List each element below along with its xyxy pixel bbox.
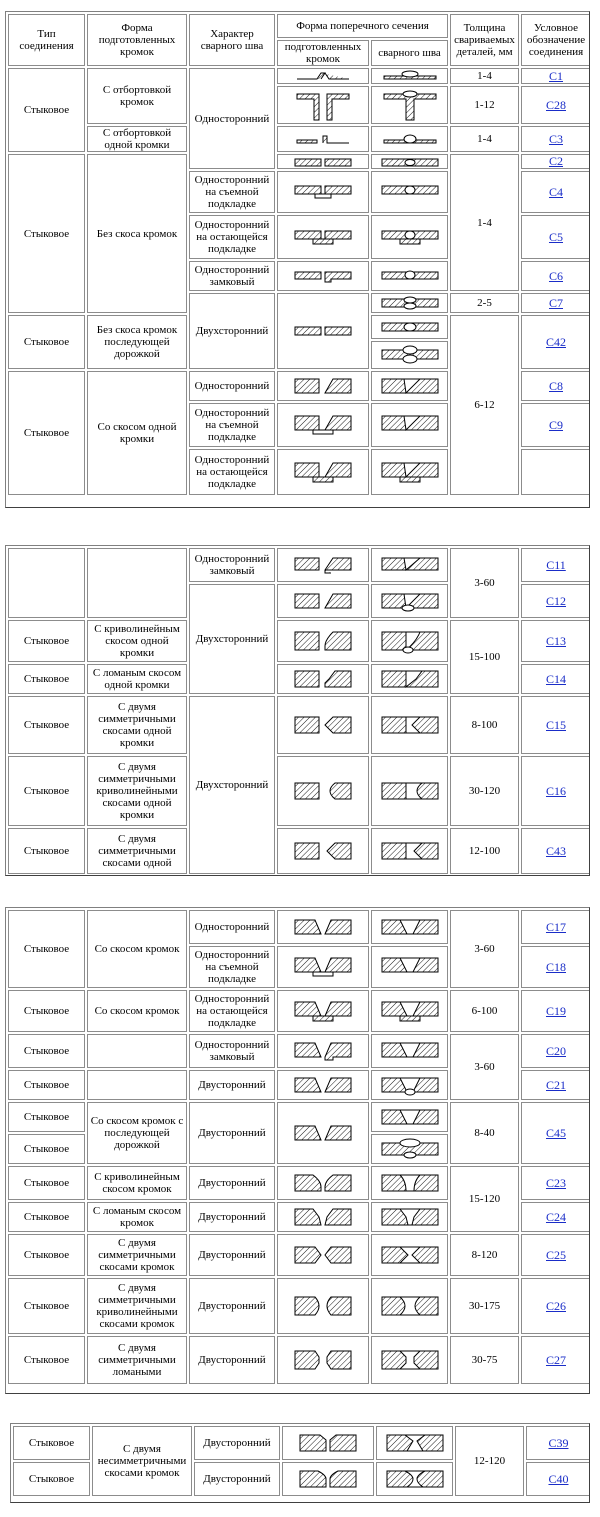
joint-type-cell: Стыковое (8, 1102, 85, 1132)
link-c18[interactable]: С18 (545, 959, 566, 974)
seam-sketch-c28 (371, 86, 448, 124)
link-c25[interactable]: С25 (545, 1247, 566, 1262)
designation-link-c27[interactable] (521, 1336, 590, 1384)
edge-sketch-c27 (277, 1336, 369, 1384)
seam-sketch-c5 (371, 215, 448, 259)
seam-sketch-c9 (371, 403, 448, 447)
header-type: Тип соединения (8, 14, 85, 66)
seam-nature-cell: Двусторонний (189, 1166, 275, 1200)
seam-nature-cell: Односторонний на съемной подкладке (189, 171, 275, 213)
seam-nature-cell: Односторонний (189, 68, 275, 169)
edge-sketch-c21 (277, 1070, 369, 1100)
edge-sketch-c39 (282, 1426, 374, 1460)
edge-sketch-c17 (277, 910, 369, 944)
weld-joint-table-3 (6, 908, 590, 1386)
seam-sketch-c3 (371, 126, 448, 152)
seam-nature-cell: Односторонний замковый (189, 261, 275, 291)
designation-link-c28[interactable] (521, 86, 590, 124)
seam-sketch-c26 (371, 1278, 448, 1334)
thickness-cell: 3-60 (450, 548, 519, 618)
header-weld-seam: сварного шва (371, 40, 448, 66)
edge-form-cell: Со скосом кромок с последующей дорожкой (87, 1102, 187, 1164)
edge-sketch-c26 (277, 1278, 369, 1334)
seam-sketch-c42b (371, 341, 448, 369)
designation-link-c24[interactable] (521, 1202, 590, 1232)
joint-type-cell: Стыковое (13, 1462, 90, 1496)
link-c17[interactable]: С17 (545, 919, 566, 934)
table-fragment-4 (10, 1423, 590, 1503)
edge-sketch-c15 (277, 696, 369, 754)
seam-nature-cell: Двусторонний (194, 1462, 280, 1496)
edge-form-cell: С отбортовкой кромок (87, 68, 187, 124)
seam-nature-cell: Двусторонний (189, 1336, 275, 1384)
seam-nature-cell: Односторонний (189, 371, 275, 401)
edge-sketch-c4 (277, 171, 369, 213)
designation-link-c17[interactable] (521, 910, 590, 944)
seam-sketch-c42a (371, 315, 448, 339)
seam-sketch-c11 (371, 548, 448, 582)
seam-sketch-c7 (371, 293, 448, 313)
designation-link-c19[interactable] (521, 990, 590, 1032)
header-edge-form: Форма подготовленных кромок (87, 14, 187, 66)
thickness-cell: 30-75 (450, 1336, 519, 1384)
edge-sketch-c10 (277, 449, 369, 495)
thickness-cell: 30-175 (450, 1278, 519, 1334)
link-c19[interactable]: С19 (545, 1003, 566, 1018)
thickness-cell: 6-100 (450, 990, 519, 1032)
link-c7[interactable]: С7 (548, 295, 563, 310)
joint-type-cell: Стыковое (8, 1166, 85, 1200)
seam-nature-cell: Двухсторонний (189, 584, 275, 694)
designation-link-c18[interactable] (521, 946, 590, 988)
link-c28[interactable]: С28 (545, 97, 566, 112)
edge-form-cell: С криволинейным скосом кромок (87, 1166, 187, 1200)
designation-link-c21[interactable] (521, 1070, 590, 1100)
thickness-cell: 15-120 (450, 1166, 519, 1232)
designation-link-c15[interactable] (521, 696, 590, 754)
edge-sketch-c9 (277, 403, 369, 447)
designation-link-c8[interactable] (521, 371, 590, 401)
seam-sketch-c40 (376, 1462, 453, 1496)
edge-form-cell: Со скосом одной кромки (87, 371, 187, 495)
designation-link-c7[interactable] (521, 293, 590, 313)
header-cross-section: Форма поперечного сечения (277, 14, 448, 38)
designation-link-c26[interactable] (521, 1278, 590, 1334)
joint-type-cell-empty (8, 548, 85, 618)
edge-form-cell-empty (87, 1034, 187, 1068)
seam-sketch-c27 (371, 1336, 448, 1384)
seam-nature-cell: Двусторонний (189, 1102, 275, 1164)
seam-nature-cell: Двусторонний (189, 1070, 275, 1100)
edge-sketch-c12 (277, 584, 369, 618)
joint-type-cell: Стыковое (8, 756, 85, 826)
link-c16[interactable]: С16 (545, 783, 566, 798)
edge-sketch-c11 (277, 548, 369, 582)
edge-sketch-c7-c42 (277, 293, 369, 369)
seam-nature-cell: Односторонний замковый (189, 1034, 275, 1068)
header-thickness: Толщина свариваемых деталей, мм (450, 14, 519, 66)
seam-sketch-c45a (371, 1102, 448, 1132)
joint-type-cell: Стыковое (8, 828, 85, 874)
thickness-cell: 6-12 (450, 315, 519, 495)
link-c39[interactable]: С39 (548, 1435, 569, 1450)
link-c5[interactable]: С5 (548, 229, 563, 244)
seam-nature-cell: Двусторонний (189, 1234, 275, 1276)
edge-form-cell: С двумя симметричными ломаными (87, 1336, 187, 1384)
seam-sketch-c18 (371, 946, 448, 988)
link-c40[interactable]: С40 (548, 1471, 569, 1486)
joint-type-cell: Стыковое (8, 664, 85, 694)
seam-sketch-c13 (371, 620, 448, 662)
link-c27[interactable]: С27 (545, 1352, 566, 1367)
header-seam-nature: Характер сварного шва (189, 14, 275, 66)
thickness-cell: 1-4 (450, 126, 519, 152)
edge-sketch-c20 (277, 1034, 369, 1068)
seam-sketch-c14 (371, 664, 448, 694)
link-c43[interactable]: С43 (545, 843, 566, 858)
edge-form-cell: С ломаным скосом кромок (87, 1202, 187, 1232)
joint-type-cell: Стыковое (8, 1134, 85, 1164)
edge-sketch-c43 (277, 828, 369, 874)
link-c15[interactable]: С15 (545, 717, 566, 732)
link-c8[interactable]: С8 (548, 378, 563, 393)
seam-sketch-c17 (371, 910, 448, 944)
edge-sketch-c13 (277, 620, 369, 662)
designation-link-c2[interactable] (521, 154, 590, 169)
seam-sketch-c6 (371, 261, 448, 291)
link-c6[interactable]: С6 (548, 268, 563, 283)
thickness-cell: 2-5 (450, 293, 519, 313)
table-fragment-1 (5, 11, 590, 508)
header-prepared-edges: подготовленных кромок (277, 40, 369, 66)
edge-sketch-c8 (277, 371, 369, 401)
link-c2[interactable]: С2 (548, 154, 563, 168)
link-c3[interactable]: С3 (548, 131, 563, 146)
joint-type-cell: Стыковое (8, 315, 85, 369)
seam-sketch-c1 (371, 68, 448, 84)
joint-type-cell: Стыковое (8, 910, 85, 988)
seam-sketch-c4 (371, 171, 448, 213)
link-c11[interactable]: С11 (546, 557, 566, 572)
designation-link-c39[interactable] (526, 1426, 590, 1460)
thickness-cell: 12-120 (455, 1426, 524, 1496)
joint-type-cell: Стыковое (8, 1202, 85, 1232)
edge-sketch-c6 (277, 261, 369, 291)
seam-sketch-c10 (371, 449, 448, 495)
joint-type-cell: Стыковое (8, 1278, 85, 1334)
seam-sketch-c24 (371, 1202, 448, 1232)
seam-sketch-c23 (371, 1166, 448, 1200)
designation-link-c40[interactable] (526, 1462, 590, 1496)
edge-sketch-c23 (277, 1166, 369, 1200)
designation-link-c9[interactable] (521, 403, 590, 447)
thickness-cell: 8-100 (450, 696, 519, 754)
designation-link-c13[interactable] (521, 620, 590, 662)
designation-link-c12[interactable] (521, 584, 590, 618)
designation-link-c14[interactable] (521, 664, 590, 694)
joint-type-cell: Стыковое (13, 1426, 90, 1460)
thickness-cell: 3-60 (450, 910, 519, 988)
link-c24[interactable]: С24 (545, 1209, 566, 1224)
edge-form-cell: Со скосом кромок (87, 990, 187, 1032)
link-c4[interactable]: С4 (548, 184, 563, 199)
seam-nature-cell: Двухсторонний (189, 293, 275, 369)
edge-form-cell: С двумя несимметричными скосами кромок (92, 1426, 192, 1496)
seam-sketch-c2 (371, 154, 448, 169)
header-designation: Условное обозначение соединения (521, 14, 590, 66)
designation-link-c11[interactable] (521, 548, 590, 582)
seam-nature-cell: Односторонний на съемной подкладке (189, 403, 275, 447)
thickness-cell: 15-100 (450, 620, 519, 694)
seam-sketch-c20 (371, 1034, 448, 1068)
designation-link-c4[interactable] (521, 171, 590, 213)
designation-link-c43[interactable] (521, 828, 590, 874)
edge-form-cell: С двумя симметричными криволинейными скосами кромок (87, 1278, 187, 1334)
edge-form-cell: С двумя симметричными скосами кромок (87, 1234, 187, 1276)
edge-sketch-c14 (277, 664, 369, 694)
link-c23[interactable]: С23 (545, 1175, 566, 1190)
link-c14[interactable]: С14 (545, 671, 566, 686)
designation-link-c5[interactable] (521, 215, 590, 259)
link-c12[interactable]: С12 (545, 593, 566, 608)
thickness-cell: 12-100 (450, 828, 519, 874)
thickness-cell: 1-4 (450, 154, 519, 291)
edge-sketch-c40 (282, 1462, 374, 1496)
designation-link-c23[interactable] (521, 1166, 590, 1200)
joint-type-cell: Стыковое (8, 696, 85, 754)
edge-sketch-c16 (277, 756, 369, 826)
thickness-cell: 1-4 (450, 68, 519, 84)
seam-sketch-c15 (371, 696, 448, 754)
edge-sketch-c28 (277, 86, 369, 124)
seam-nature-cell: Двусторонний (189, 1278, 275, 1334)
seam-nature-cell: Односторонний на съемной подкладке (189, 946, 275, 988)
edge-sketch-c18 (277, 946, 369, 988)
thickness-cell: 1-12 (450, 86, 519, 124)
weld-joint-table-2 (6, 546, 590, 876)
seam-sketch-c39 (376, 1426, 453, 1460)
edge-sketch-c24 (277, 1202, 369, 1232)
joint-type-cell: Стыковое (8, 1234, 85, 1276)
seam-sketch-c16 (371, 756, 448, 826)
edge-form-cell-empty (87, 548, 187, 618)
seam-sketch-c21 (371, 1070, 448, 1100)
weld-joint-table-1 (6, 12, 590, 497)
seam-sketch-c8 (371, 371, 448, 401)
edge-form-cell: С криволинейным скосом одной кромки (87, 620, 187, 662)
seam-sketch-c43 (371, 828, 448, 874)
seam-nature-cell: Двусторонний (189, 1202, 275, 1232)
seam-nature-cell: Односторонний на остающейся подкладке (189, 990, 275, 1032)
seam-sketch-c25 (371, 1234, 448, 1276)
edge-sketch-c5 (277, 215, 369, 259)
edge-form-cell: Без скоса кромок (87, 154, 187, 313)
edge-form-cell: С отбортовкой одной кромки (87, 126, 187, 152)
seam-nature-cell: Односторонний на остающейся подкладке (189, 449, 275, 495)
thickness-cell: 3-60 (450, 1034, 519, 1100)
edge-form-cell: С ломаным скосом одной кромки (87, 664, 187, 694)
link-c21[interactable]: С21 (545, 1077, 566, 1092)
joint-type-cell: Стыковое (8, 1070, 85, 1100)
joint-type-cell: Стыковое (8, 154, 85, 313)
joint-type-cell: Стыковое (8, 68, 85, 152)
edge-form-cell: Без скоса кромок последующей дорожкой (87, 315, 187, 369)
joint-type-cell: Стыковое (8, 1336, 85, 1384)
edge-form-cell: С двумя симметричными скосами одной (87, 828, 187, 874)
weld-joint-table-4 (11, 1424, 590, 1498)
link-c13[interactable]: С13 (545, 633, 566, 648)
thickness-cell: 30-120 (450, 756, 519, 826)
seam-nature-cell: Односторонний (189, 910, 275, 944)
designation-link-c3[interactable] (521, 126, 590, 152)
thickness-cell: 8-40 (450, 1102, 519, 1164)
seam-sketch-c12 (371, 584, 448, 618)
edge-sketch-c3 (277, 126, 369, 152)
link-c26[interactable]: С26 (545, 1298, 566, 1313)
joint-type-cell: Стыковое (8, 371, 85, 495)
link-c9[interactable]: С9 (548, 417, 563, 432)
designation-link-c45[interactable] (521, 1102, 590, 1164)
seam-nature-cell: Односторонний замковый (189, 548, 275, 582)
edge-sketch-c25 (277, 1234, 369, 1276)
edge-sketch-c1 (277, 68, 369, 84)
edge-form-cell: С двумя симметричными криволинейными скосами одной кромки (87, 756, 187, 826)
thickness-cell-empty (521, 449, 590, 495)
edge-form-cell-empty (87, 1070, 187, 1100)
link-c1[interactable]: С1 (548, 68, 563, 83)
designation-link-c25[interactable] (521, 1234, 590, 1276)
joint-type-cell: Стыковое (8, 1034, 85, 1068)
edge-sketch-c19 (277, 990, 369, 1032)
link-c42[interactable]: С42 (545, 334, 566, 349)
seam-nature-cell: Односторонний на остающейся подкладке (189, 215, 275, 259)
designation-link-c20[interactable] (521, 1034, 590, 1068)
designation-link-c42[interactable] (521, 315, 590, 369)
joint-type-cell: Стыковое (8, 620, 85, 662)
table-fragment-2 (5, 545, 590, 876)
link-c45[interactable]: С45 (545, 1125, 566, 1140)
designation-link-c16[interactable] (521, 756, 590, 826)
edge-form-cell: Со скосом кромок (87, 910, 187, 988)
designation-link-c1[interactable] (521, 68, 590, 84)
link-c20[interactable]: С20 (545, 1043, 566, 1058)
table-fragment-3 (5, 907, 590, 1394)
edge-sketch-c45 (277, 1102, 369, 1164)
joint-type-cell: Стыковое (8, 990, 85, 1032)
edge-form-cell: С двумя симметричными скосами одной кромки (87, 696, 187, 754)
seam-sketch-c45b (371, 1134, 448, 1164)
seam-sketch-c19 (371, 990, 448, 1032)
designation-link-c6[interactable] (521, 261, 590, 291)
seam-nature-cell: Двухсторонний (189, 696, 275, 874)
thickness-cell: 8-120 (450, 1234, 519, 1276)
edge-sketch-c2 (277, 154, 369, 169)
seam-nature-cell: Двусторонний (194, 1426, 280, 1460)
